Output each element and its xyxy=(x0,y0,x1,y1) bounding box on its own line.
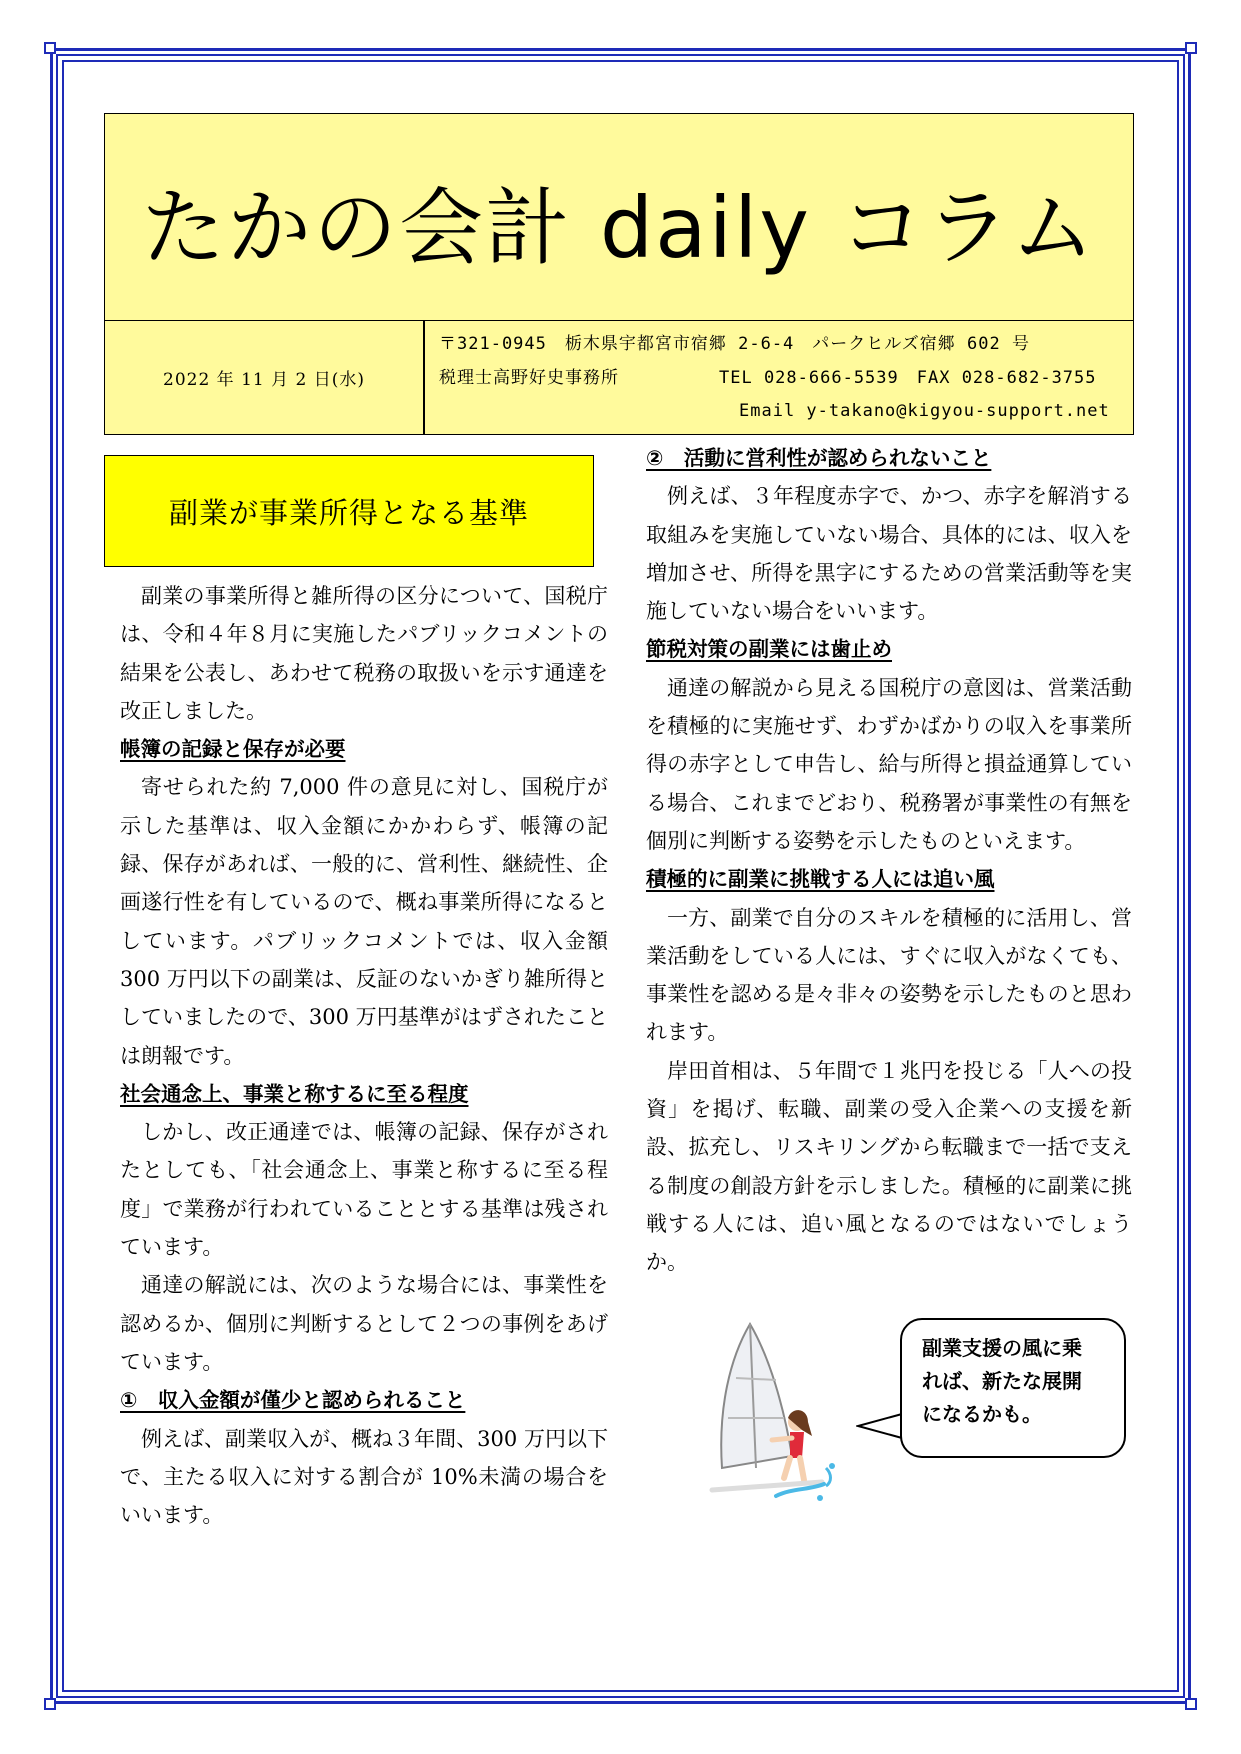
article-right-column xyxy=(646,439,1132,1282)
header-divider xyxy=(423,321,425,434)
issue-date: 2022 年 11 月 2 日(水) xyxy=(163,370,365,390)
article-paragraph: 副業の事業所得と雑所得の区分について、国税庁は、令和４年８月に実施したパブリックコメントの結果を公表し、あわせて税務の取扱いを示す通達を改正しました。 xyxy=(120,584,608,723)
article-title-box xyxy=(104,455,594,567)
article-paragraph: しかし、改正通達では、帳簿の記録、保存がされたとしても、「社会通念上、事業と称するに至る程度」で業務が行われていることとする基準は残されています。 xyxy=(120,1120,608,1260)
speech-bubble-line: れば、新たな展開 xyxy=(922,1369,1082,1393)
article-paragraph: 例えば、副業収入が、概ね３年間、300 万円以下で、主たる収入に対する割合が 10%未満の場合をいいます。 xyxy=(120,1426,608,1528)
article-paragraph: 岸田首相は、５年間で１兆円を投じる「人への投資」を掲げ、転職、副業の受入企業への支援を新設、拡充し、リスキリングから転職まで一括で支える制度の創設方針を示しました。積極的に副業に挑戦する人には、追い風となるのではないでしょうか。 xyxy=(646,1058,1132,1275)
office-phone-fax: TEL 028-666-5539 FAX 028-682-3755 xyxy=(719,368,1097,388)
windsurfer-illustration xyxy=(692,1318,842,1516)
article-paragraph: 通達の解説には、次のような場合には、事業性を認めるか、個別に判断するとして２つの事例をあげています。 xyxy=(120,1273,608,1374)
office-email: Email y-takano@kigyou-support.net xyxy=(739,401,1110,421)
border-corner xyxy=(1185,42,1197,54)
section-heading: 帳簿の記録と保存が必要 xyxy=(120,737,346,762)
article-paragraph: 一方、副業で自分のスキルを積極的に活用し、営業活動をしている人には、すぐに収入がなくても、事業性を認める是々非々の姿勢を示したものと思われます。 xyxy=(646,905,1132,1045)
newsletter-title: たかの会計 daily コラム xyxy=(141,178,1097,277)
section-heading: ② 活動に営利性が認められないこと xyxy=(646,446,992,470)
article-paragraph: 寄せられた約 7,000 件の意見に対し、国税庁が示した基準は、収入金額にかかわらず、帳簿の記録、保存があれば、一般的に、営利性、継続性、企画遂行性を有しているので、概ね事業所得になるとしています。パブリックコメントでは、収入金額 300 万円以下の副業は、反証のないかぎり雑所得としていましたので、300 万円基準がはずされたことは朗報です。 xyxy=(120,775,608,1068)
section-heading: 積極的に副業に挑戦する人には追い風 xyxy=(646,867,995,892)
office-address: 〒321-0945 栃木県宇都宮市宿郷 2-6-4 パークヒルズ宿郷 602 号 xyxy=(439,334,1030,354)
speech-bubble-line: 副業支援の風に乗 xyxy=(922,1336,1082,1360)
section-heading: 節税対策の副業には歯止め xyxy=(646,637,892,662)
article-paragraph: 通達の解説から見える国税庁の意図は、営業活動を積極的に実施せず、わずかばかりの収入を事業所得の赤字として申告し、給与所得と損益通算している場合、これまでどおり、税務署が事業性の有無を個別に判断する姿勢を示したものといえます。 xyxy=(646,675,1132,853)
article-title: 副業が事業所得となる基準 xyxy=(168,495,529,530)
border-corner xyxy=(44,42,56,54)
article-left-column xyxy=(120,577,608,1534)
article-paragraph: 例えば、３年程度赤字で、かつ、赤字を解消する取組みを実施していない場合、具体的には、収入を増加させ、所得を黒字にするための営業活動等を実施していない場合をいいます。 xyxy=(646,484,1132,624)
speech-bubble-line: になるかも。 xyxy=(922,1402,1042,1426)
office-name: 税理士高野好史事務所 xyxy=(439,368,619,388)
section-heading: 社会通念上、事業と称するに至る程度 xyxy=(120,1081,469,1106)
speech-bubble xyxy=(900,1318,1126,1458)
header-title-box xyxy=(104,113,1134,321)
border-corner xyxy=(44,1698,56,1710)
speech-bubble-tail xyxy=(856,1412,906,1442)
border-corner xyxy=(1185,1698,1197,1710)
section-heading: ① 収入金額が僅少と認められること xyxy=(120,1388,466,1413)
header-info-box xyxy=(104,320,1134,435)
